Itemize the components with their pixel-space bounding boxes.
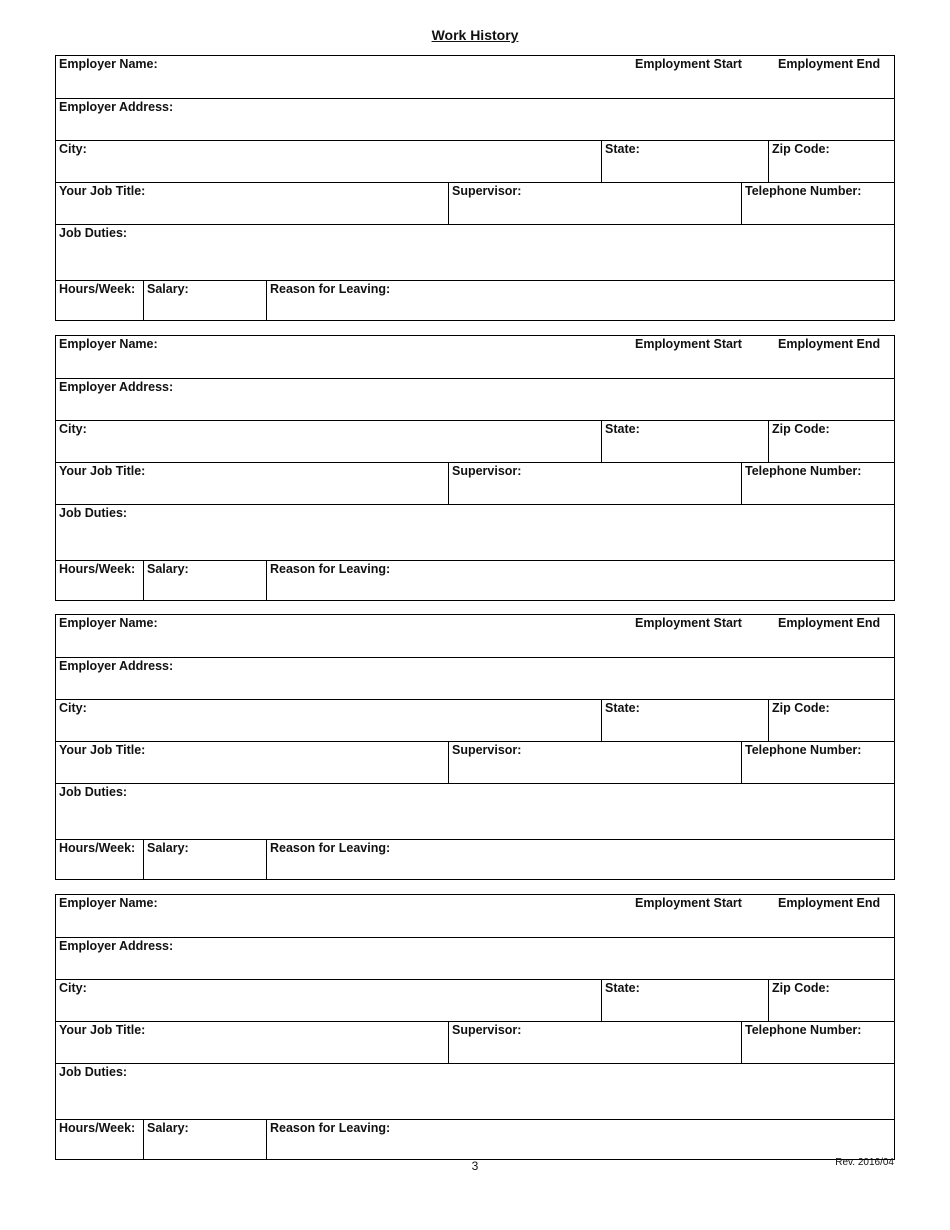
supervisor-label: Supervisor:: [452, 1023, 522, 1037]
salary-field[interactable]: [143, 561, 266, 600]
employment-start-label: Employment Start: [635, 57, 742, 71]
telephone-field[interactable]: [741, 183, 894, 224]
salary-label: Salary:: [147, 282, 189, 296]
job-duties-label: Job Duties:: [59, 1065, 128, 1079]
employer-name-label: Employer Name:: [59, 616, 158, 630]
job-duties-label: Job Duties:: [59, 506, 128, 520]
employer-row: [56, 336, 894, 378]
employment-block-4: [55, 894, 895, 1160]
zip-code-label: Zip Code:: [772, 142, 830, 156]
job-row: [56, 182, 894, 224]
employer-address-label: Employer Address:: [59, 939, 174, 953]
job-duties-label: Job Duties:: [59, 226, 128, 240]
address-row: [56, 378, 894, 420]
employer-name-label: Employer Name:: [59, 57, 158, 71]
hours-week-label: Hours/Week:: [59, 282, 136, 296]
supervisor-label: Supervisor:: [452, 464, 522, 478]
salary-label: Salary:: [147, 841, 189, 855]
job-title-field[interactable]: [56, 1022, 448, 1063]
job-title-label: Your Job Title:: [59, 743, 146, 757]
pay-row: [56, 839, 894, 879]
page-title: Work History: [431, 27, 519, 43]
city-label: City:: [59, 981, 87, 995]
employer-address-field[interactable]: [56, 379, 894, 420]
address-row: [56, 937, 894, 979]
zip-code-label: Zip Code:: [772, 701, 830, 715]
employer-row: [56, 895, 894, 937]
state-label: State:: [605, 701, 640, 715]
employment-end-label: Employment End: [778, 616, 881, 630]
employment-start-label: Employment Start: [635, 337, 742, 351]
reason-leaving-label: Reason for Leaving:: [270, 282, 391, 296]
employment-end-label: Employment End: [778, 896, 881, 910]
page-number: 3: [471, 1159, 479, 1173]
zip-code-field[interactable]: [768, 141, 894, 182]
job-row: [56, 462, 894, 504]
revision-label: Rev. 2016/04: [835, 1157, 894, 1168]
salary-label: Salary:: [147, 1121, 189, 1135]
hours-week-label: Hours/Week:: [59, 841, 136, 855]
location-row: [56, 979, 894, 1021]
employer-address-label: Employer Address:: [59, 380, 174, 394]
telephone-label: Telephone Number:: [745, 184, 862, 198]
employer-name-label: Employer Name:: [59, 896, 158, 910]
employer-address-field[interactable]: [56, 658, 894, 699]
salary-label: Salary:: [147, 562, 189, 576]
salary-field[interactable]: [143, 1120, 266, 1159]
supervisor-label: Supervisor:: [452, 743, 522, 757]
supervisor-field[interactable]: [448, 183, 741, 224]
location-row: [56, 140, 894, 182]
employer-name-label: Employer Name:: [59, 337, 158, 351]
job-title-field[interactable]: [56, 183, 448, 224]
employer-address-field[interactable]: [56, 938, 894, 979]
employer-address-label: Employer Address:: [59, 659, 174, 673]
job-title-label: Your Job Title:: [59, 464, 146, 478]
duties-row: [56, 1063, 894, 1119]
city-field[interactable]: [56, 421, 601, 462]
job-duties-field[interactable]: [56, 1064, 894, 1119]
employer-name-field[interactable]: [56, 56, 894, 98]
duties-row: [56, 783, 894, 839]
reason-leaving-label: Reason for Leaving:: [270, 562, 391, 576]
supervisor-field[interactable]: [448, 742, 741, 783]
employer-name-field[interactable]: [56, 895, 894, 937]
zip-code-label: Zip Code:: [772, 981, 830, 995]
city-field[interactable]: [56, 141, 601, 182]
zip-code-field[interactable]: [768, 980, 894, 1021]
hours-week-label: Hours/Week:: [59, 562, 136, 576]
reason-leaving-field[interactable]: [266, 281, 894, 320]
job-title-field[interactable]: [56, 463, 448, 504]
duties-row: [56, 504, 894, 560]
state-label: State:: [605, 422, 640, 436]
employment-start-label: Employment Start: [635, 616, 742, 630]
supervisor-label: Supervisor:: [452, 184, 522, 198]
city-label: City:: [59, 422, 87, 436]
reason-leaving-label: Reason for Leaving:: [270, 841, 391, 855]
job-title-label: Your Job Title:: [59, 184, 146, 198]
city-field[interactable]: [56, 980, 601, 1021]
state-field[interactable]: [601, 141, 768, 182]
telephone-field[interactable]: [741, 1022, 894, 1063]
hours-week-field[interactable]: [56, 840, 143, 879]
hours-week-label: Hours/Week:: [59, 1121, 136, 1135]
pay-row: [56, 1119, 894, 1159]
zip-code-label: Zip Code:: [772, 422, 830, 436]
salary-field[interactable]: [143, 840, 266, 879]
telephone-label: Telephone Number:: [745, 464, 862, 478]
state-field[interactable]: [601, 700, 768, 741]
supervisor-field[interactable]: [448, 463, 741, 504]
state-label: State:: [605, 142, 640, 156]
employment-block-2: [55, 335, 895, 601]
reason-leaving-field[interactable]: [266, 1120, 894, 1159]
reason-leaving-field[interactable]: [266, 561, 894, 600]
employment-start-label: Employment Start: [635, 896, 742, 910]
zip-code-field[interactable]: [768, 421, 894, 462]
telephone-field[interactable]: [741, 742, 894, 783]
reason-leaving-label: Reason for Leaving:: [270, 1121, 391, 1135]
job-duties-field[interactable]: [56, 225, 894, 280]
job-duties-field[interactable]: [56, 784, 894, 839]
pay-row: [56, 560, 894, 600]
job-duties-label: Job Duties:: [59, 785, 128, 799]
employment-end-label: Employment End: [778, 57, 881, 71]
city-label: City:: [59, 701, 87, 715]
job-title-field[interactable]: [56, 742, 448, 783]
job-duties-field[interactable]: [56, 505, 894, 560]
telephone-label: Telephone Number:: [745, 1023, 862, 1037]
state-label: State:: [605, 981, 640, 995]
hours-week-field[interactable]: [56, 1120, 143, 1159]
employer-address-label: Employer Address:: [59, 100, 174, 114]
city-field[interactable]: [56, 700, 601, 741]
reason-leaving-field[interactable]: [266, 840, 894, 879]
employment-end-label: Employment End: [778, 337, 881, 351]
zip-code-field[interactable]: [768, 700, 894, 741]
employment-block-1: [55, 55, 895, 321]
employer-name-field[interactable]: [56, 615, 894, 657]
pay-row: [56, 280, 894, 320]
employment-block-3: [55, 614, 895, 880]
telephone-field[interactable]: [741, 463, 894, 504]
job-title-label: Your Job Title:: [59, 1023, 146, 1037]
location-row: [56, 699, 894, 741]
employer-address-field[interactable]: [56, 99, 894, 140]
state-field[interactable]: [601, 421, 768, 462]
employer-row: [56, 56, 894, 98]
address-row: [56, 98, 894, 140]
hours-week-field[interactable]: [56, 561, 143, 600]
hours-week-field[interactable]: [56, 281, 143, 320]
employer-row: [56, 615, 894, 657]
job-row: [56, 1021, 894, 1063]
city-label: City:: [59, 142, 87, 156]
employer-name-field[interactable]: [56, 336, 894, 378]
salary-field[interactable]: [143, 281, 266, 320]
address-row: [56, 657, 894, 699]
supervisor-field[interactable]: [448, 1022, 741, 1063]
duties-row: [56, 224, 894, 280]
location-row: [56, 420, 894, 462]
telephone-label: Telephone Number:: [745, 743, 862, 757]
state-field[interactable]: [601, 980, 768, 1021]
job-row: [56, 741, 894, 783]
